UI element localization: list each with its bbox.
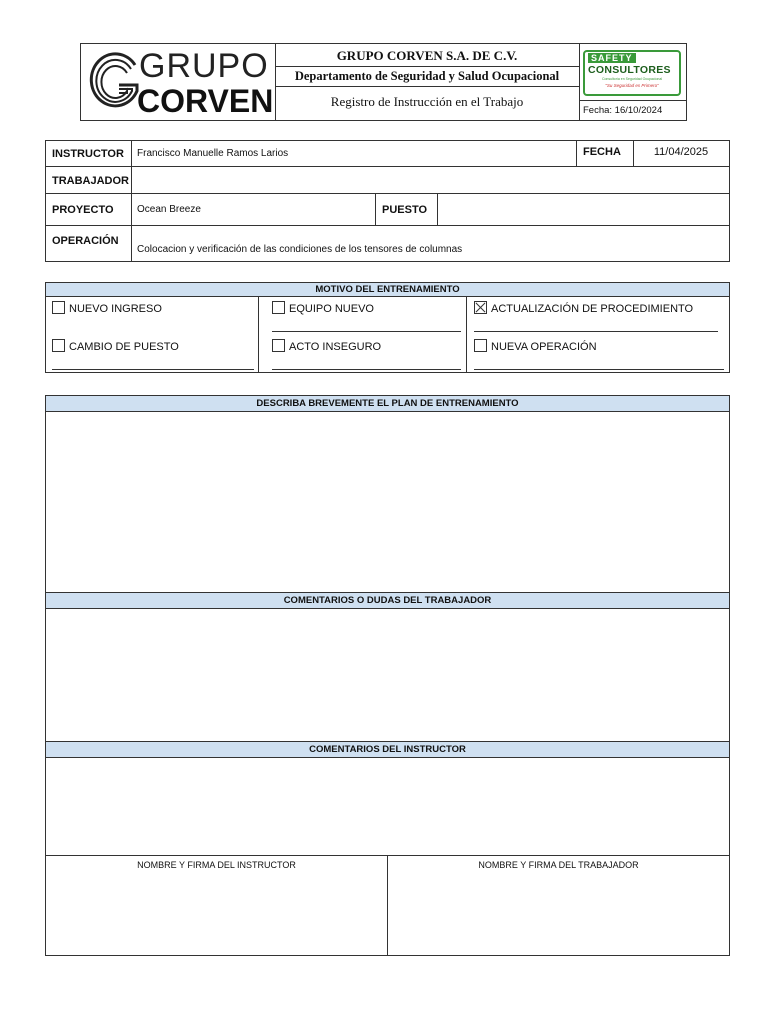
trabajador-field[interactable] xyxy=(131,166,730,194)
signature-section xyxy=(45,855,730,956)
option-actualizacion[interactable]: ACTUALIZACIÓN DE PROCEDIMIENTO xyxy=(474,301,693,315)
header-title-block xyxy=(275,43,580,121)
plan-textarea[interactable] xyxy=(46,412,729,592)
consultant-block xyxy=(579,43,687,121)
checkbox-actualizacion-checked[interactable] xyxy=(474,301,487,314)
trabajador-label: TRABAJADOR xyxy=(45,166,132,194)
department-name: Departamento de Seguridad y Salud Ocupacional xyxy=(275,66,579,87)
instructor-comments-textarea[interactable] xyxy=(46,758,729,855)
proyecto-field[interactable]: Ocean Breeze xyxy=(131,193,376,226)
motivo-title: MOTIVO DEL ENTRENAMIENTO xyxy=(45,282,730,297)
fecha-field[interactable]: 11/04/2025 xyxy=(633,140,730,167)
dudas-title: COMENTARIOS O DUDAS DEL TRABAJADOR xyxy=(45,592,730,609)
company-logo xyxy=(80,43,276,121)
proyecto-label: PROYECTO xyxy=(45,193,132,226)
dudas-textarea[interactable] xyxy=(46,609,729,741)
company-name: GRUPO CORVEN S.A. DE C.V. xyxy=(336,48,518,63)
instructor-field[interactable]: Francisco Manuelle Ramos Larios xyxy=(131,140,577,167)
badge-slogan: "Su Seguridad es Primero" xyxy=(605,83,659,88)
badge-safety: SAFETY xyxy=(588,53,636,63)
option-cambio-puesto[interactable]: CAMBIO DE PUESTO xyxy=(52,339,179,353)
option-nuevo-ingreso[interactable]: NUEVO INGRESO xyxy=(52,301,162,315)
option-equipo-nuevo[interactable]: EQUIPO NUEVO xyxy=(272,301,374,315)
form-title: Registro de Instrucción en el Trabajo xyxy=(330,94,524,109)
instructor-signature-label: NOMBRE Y FIRMA DEL INSTRUCTOR xyxy=(137,860,296,870)
checkbox-cambio-puesto[interactable] xyxy=(52,339,65,352)
instructor-label: INSTRUCTOR xyxy=(45,140,132,167)
operacion-label: OPERACIÓN xyxy=(45,225,132,262)
motivo-section xyxy=(45,282,730,373)
logo-text-grupo: GRUPO xyxy=(139,47,269,85)
plan-title: DESCRIBA BREVEMENTE EL PLAN DE ENTRENAMIENTO xyxy=(45,395,730,412)
header-date: Fecha: 16/10/2024 xyxy=(579,100,686,120)
checkbox-equipo-nuevo[interactable] xyxy=(272,301,285,314)
option-acto-inseguro[interactable]: ACTO INSEGURO xyxy=(272,339,381,353)
badge-subtitle: Consultoría en Seguridad Ocupacional xyxy=(601,77,663,81)
operacion-field[interactable]: Colocacion y verificación de las condiciones de los tensores de columnas xyxy=(131,225,730,262)
checkbox-nueva-operacion[interactable] xyxy=(474,339,487,352)
badge-consultores: CONSULTORES xyxy=(588,64,671,76)
puesto-label: PUESTO xyxy=(375,193,438,226)
instructor-comments-title: COMENTARIOS DEL INSTRUCTOR xyxy=(45,741,730,758)
instructor-signature-field[interactable] xyxy=(46,874,387,954)
worker-signature-field[interactable] xyxy=(388,874,729,954)
worker-signature-label: NOMBRE Y FIRMA DEL TRABAJADOR xyxy=(478,860,639,870)
safety-consultores-badge xyxy=(583,50,681,96)
logo-text-corven: CORVEN xyxy=(137,83,274,119)
puesto-field[interactable] xyxy=(437,193,730,226)
training-section xyxy=(45,395,730,856)
checkbox-nuevo-ingreso[interactable] xyxy=(52,301,65,314)
option-nueva-operacion[interactable]: NUEVA OPERACIÓN xyxy=(474,339,597,353)
checkbox-acto-inseguro[interactable] xyxy=(272,339,285,352)
fecha-label: FECHA xyxy=(576,140,634,167)
